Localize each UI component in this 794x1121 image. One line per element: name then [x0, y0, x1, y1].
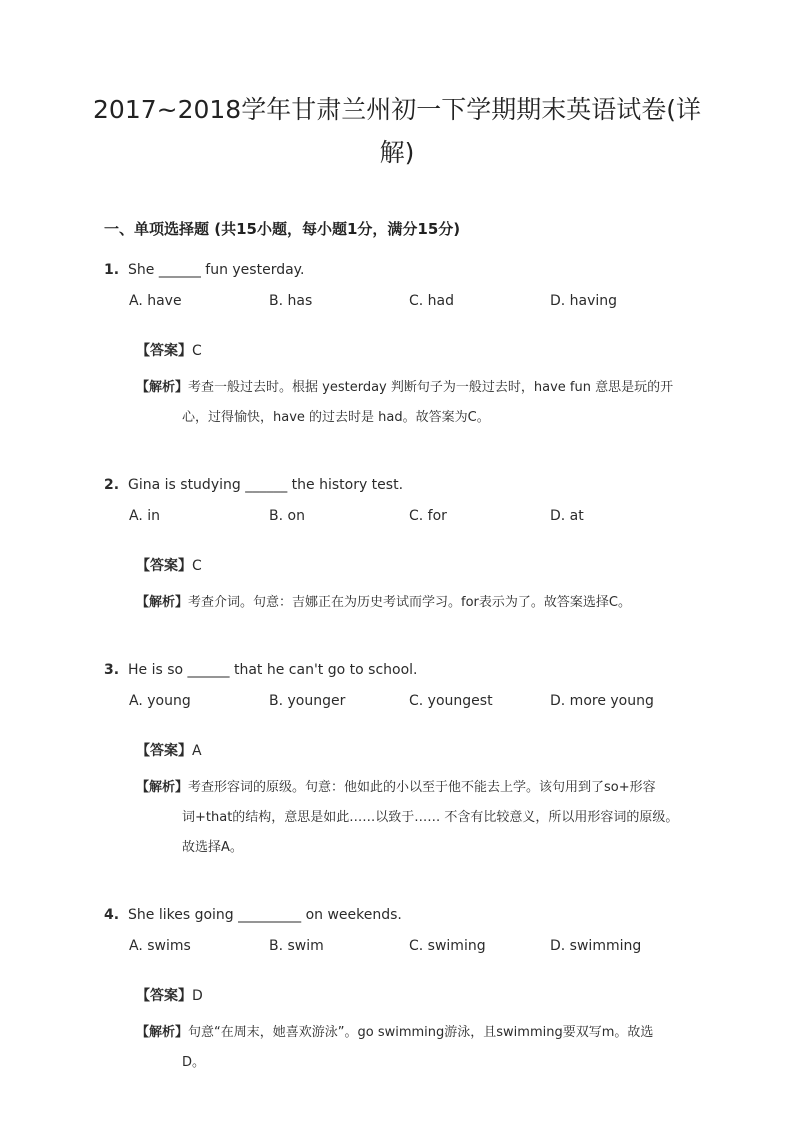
question-number: 2.: [104, 477, 120, 493]
question-stem: [104, 907, 402, 923]
explanation-text: 考查介词。句意：吉娜正在为历史考试而学习。for表示为了。故答案选择C。: [188, 595, 631, 610]
option-a: A. in: [129, 508, 160, 524]
option-a: A. swims: [129, 938, 191, 954]
answer-label: 【答案】: [136, 558, 192, 574]
explanation-label: 【解析】: [136, 780, 189, 795]
explanation: [136, 373, 696, 433]
option-c: C. had: [409, 293, 455, 309]
question-text: Gina is studying ______ the history test.: [128, 477, 404, 493]
option-d: D. having: [550, 293, 618, 309]
explanation: [136, 1018, 696, 1078]
question-number: 4.: [104, 907, 120, 923]
explanation-text: 故选择A。: [182, 840, 243, 855]
question-stem: [104, 477, 403, 493]
explanation-label: 【解析】: [136, 595, 189, 610]
answer-value: D: [192, 988, 203, 1004]
explanation-text: 句意“在周末，她喜欢游泳”。go swimming游泳，且swimming要双写m。故选: [188, 1025, 654, 1040]
answer-value: C: [192, 558, 202, 574]
question-number: 1.: [104, 262, 120, 278]
page-title: [80, 88, 714, 174]
option-c: C. swiming: [409, 938, 486, 954]
explanation-text: 考查一般过去时。根据 yesterday 判断句子为一般过去时，have fun 意思是玩的开: [188, 380, 674, 395]
option-d: D. more young: [550, 693, 654, 709]
option-b: B. swim: [269, 938, 324, 954]
explanation-label: 【解析】: [136, 380, 189, 395]
explanation-text: 考查形容词的原级。句意：他如此的小以至于他不能去上学。该句用到了so+形容: [188, 780, 656, 795]
question-text: She ______ fun yesterday.: [128, 262, 305, 278]
explanation-label: 【解析】: [136, 1025, 189, 1040]
answer-label: 【答案】: [136, 988, 192, 1004]
question-text: She likes going _________ on weekends.: [128, 907, 402, 923]
option-b: B. younger: [269, 693, 346, 709]
explanation-text: 心，过得愉快，have 的过去时是 had。故答案为C。: [182, 410, 490, 425]
explanation: [136, 773, 696, 863]
answer: [136, 740, 202, 760]
explanation-text: D。: [182, 1055, 206, 1070]
option-a: A. have: [129, 293, 182, 309]
option-b: B. has: [269, 293, 313, 309]
option-c: C. youngest: [409, 693, 493, 709]
title-line-2: 解): [379, 138, 415, 167]
answer-value: A: [192, 743, 202, 759]
title-line-1: 2017~2018学年甘肃兰州初一下学期期末英语试卷(详: [93, 95, 701, 124]
option-a: A. young: [129, 693, 191, 709]
option-d: D. at: [550, 508, 584, 524]
option-d: D. swimming: [550, 938, 642, 954]
answer-value: C: [192, 343, 202, 359]
answer: [136, 555, 202, 575]
answer: [136, 985, 203, 1005]
question-text: He is so ______ that he can't go to school.: [128, 662, 418, 678]
question-stem: [104, 662, 417, 678]
answer-label: 【答案】: [136, 743, 192, 759]
explanation: [136, 588, 696, 618]
explanation-text: 词+that的结构，意思是如此……以致于…… 不含有比较意义，所以用形容词的原级。: [182, 810, 679, 825]
question-number: 3.: [104, 662, 120, 678]
section-heading: 一、单项选择题 (共15小题，每小题1分，满分15分): [104, 220, 461, 238]
answer: [136, 340, 202, 360]
answer-label: 【答案】: [136, 343, 192, 359]
question-stem: [104, 262, 304, 278]
option-b: B. on: [269, 508, 305, 524]
option-c: C. for: [409, 508, 447, 524]
